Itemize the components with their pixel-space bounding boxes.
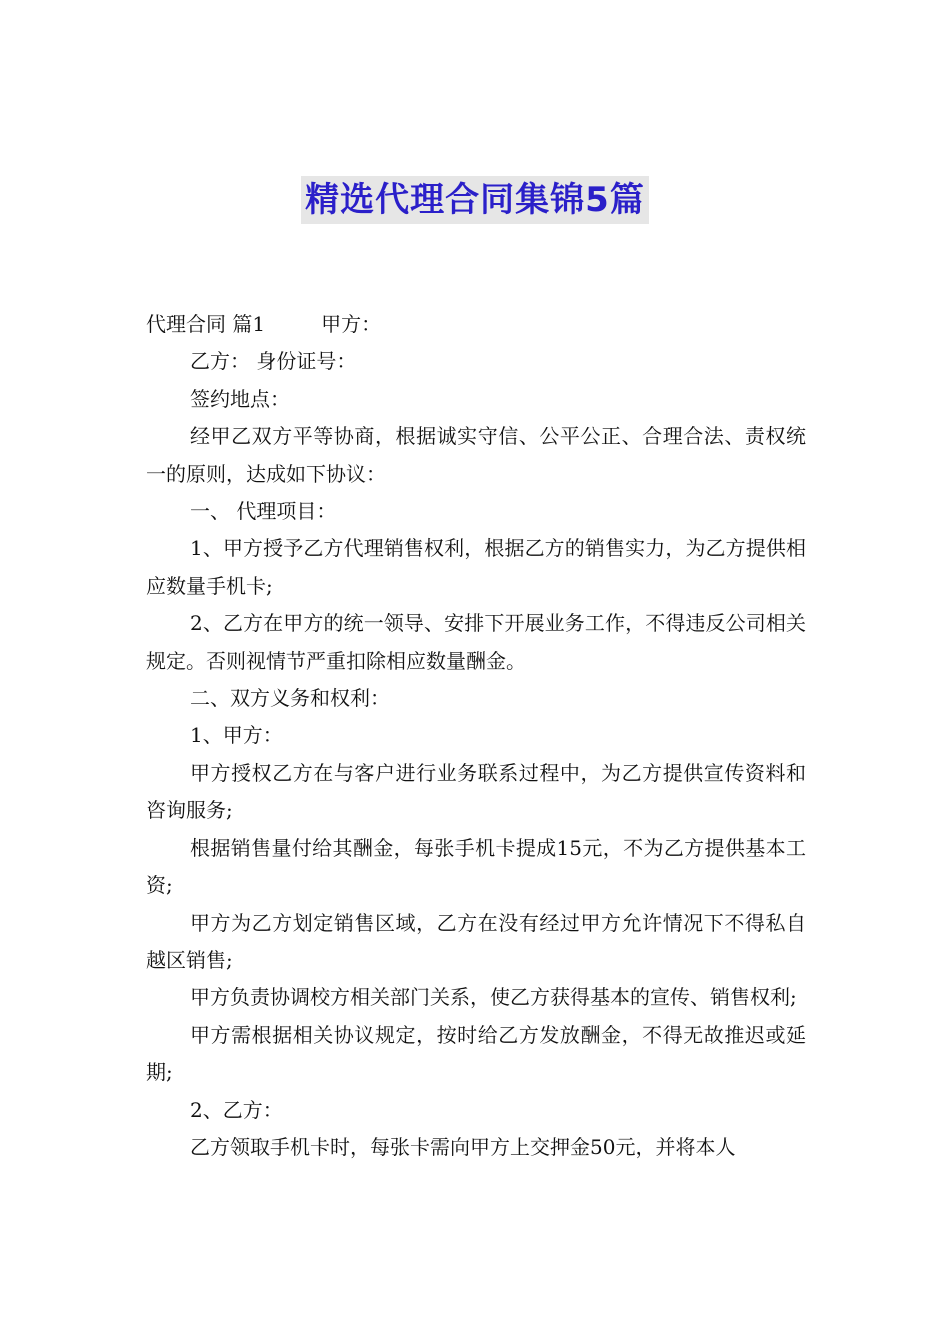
paragraph: 2、乙方： <box>190 1097 283 1122</box>
party-a-label: 甲方： <box>321 312 382 336</box>
paragraph: 甲方需根据相关协议规定，按时给乙方发放酬金，不得无故推迟或延期; <box>146 1022 806 1085</box>
paragraph: 甲方为乙方划定销售区域，乙方在没有经过甲方允许情况下不得私自越区销售; <box>146 910 806 972</box>
paragraph: 1、甲方： <box>190 723 283 748</box>
paragraph: 1、甲方授予乙方代理销售权利，根据乙方的销售实力，为乙方提供相应数量手机卡; <box>146 536 806 598</box>
paragraph: 一、 代理项目： <box>190 499 337 524</box>
contract-section-label: 代理合同 篇1 <box>146 312 266 336</box>
document-title-text: 精选代理合同集锦5篇 <box>301 176 649 224</box>
paragraph: 乙方： 身份证号： <box>190 349 357 374</box>
paragraph: 经甲乙双方平等协商，根据诚实守信、公平公正、合理合法、责权统一的原则，达成如下协议： <box>146 424 806 486</box>
paragraph: 甲方授权乙方在与客户进行业务联系过程中，为乙方提供宣传资料和咨询服务; <box>146 760 806 823</box>
paragraph: 二、双方义务和权利： <box>190 686 390 711</box>
paragraph: 签约地点： <box>190 386 290 411</box>
paragraph: 甲方负责协调校方相关部门关系，使乙方获得基本的宣传、销售权利; <box>190 985 797 1010</box>
paragraph: 乙方领取手机卡时，每张卡需向甲方上交押金50元，并将本人 <box>190 1134 736 1159</box>
document-body <box>146 306 806 1166</box>
paragraph: 根据销售量付给其酬金，每张手机卡提成15元，不为乙方提供基本工资; <box>146 835 806 898</box>
paragraph: 2、乙方在甲方的统一领导、安排下开展业务工作，不得违反公司相关规定。否则视情节严重扣除相应数量酬金。 <box>146 611 806 673</box>
contract-heading-line <box>146 306 806 343</box>
document-title <box>0 176 950 224</box>
